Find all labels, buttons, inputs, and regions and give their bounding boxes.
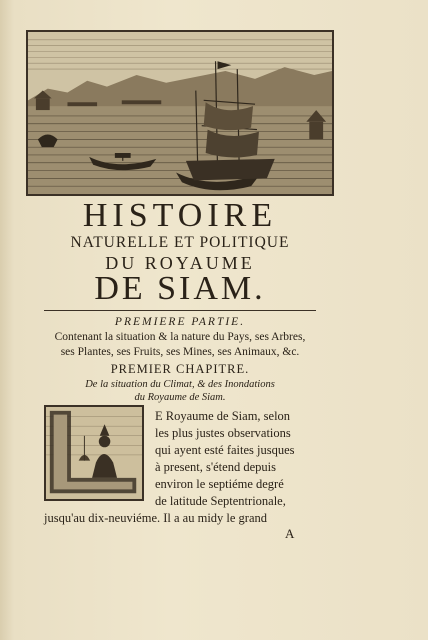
body-line-1: E Royaume de Siam, selon bbox=[155, 409, 291, 423]
title-rule bbox=[44, 310, 316, 311]
subtitle-line-2: ses Plantes, ses Fruits, ses Mines, ses Animaux, &c. bbox=[60, 346, 300, 358]
decorated-initial-letter bbox=[44, 405, 144, 501]
body-line-7: jusqu'au dix-neuviéme. Il a au midy le grand bbox=[44, 511, 268, 525]
title-de-siam: DE SIAM. bbox=[94, 270, 266, 307]
title-histoire: HISTOIRE bbox=[82, 197, 278, 234]
chapter-caption-line-1: De la situation du Climat, & des Inondations bbox=[85, 379, 275, 390]
chapter-heading: PREMIER CHAPITRE. bbox=[110, 362, 250, 376]
body-line-5: environ le septiéme degré bbox=[155, 477, 284, 491]
body-line-6: de latitude Septentrionale, bbox=[155, 494, 286, 508]
catchword-signature: A bbox=[285, 526, 295, 541]
subtitle-line-1: Contenant la situation & la nature du Pays, ses Arbres, bbox=[54, 331, 306, 343]
initial-l-figure-svg bbox=[46, 407, 142, 499]
body-line-2: les plus justes observations bbox=[155, 426, 291, 440]
body-line-4: à present, s'étend depuis bbox=[155, 460, 276, 474]
title-naturelle-et-politique: NATURELLE ET POLITIQUE bbox=[70, 234, 290, 251]
harbor-engraving-illustration bbox=[26, 30, 334, 196]
body-line-3: qui ayent esté faites jusques bbox=[155, 443, 295, 457]
chapter-caption-line-2: du Royaume de Siam. bbox=[134, 392, 226, 403]
title-du-royaume: DU ROYAUME bbox=[105, 253, 255, 273]
harbor-scene-svg bbox=[28, 32, 332, 194]
part-heading: PREMIERE PARTIE. bbox=[114, 316, 246, 328]
